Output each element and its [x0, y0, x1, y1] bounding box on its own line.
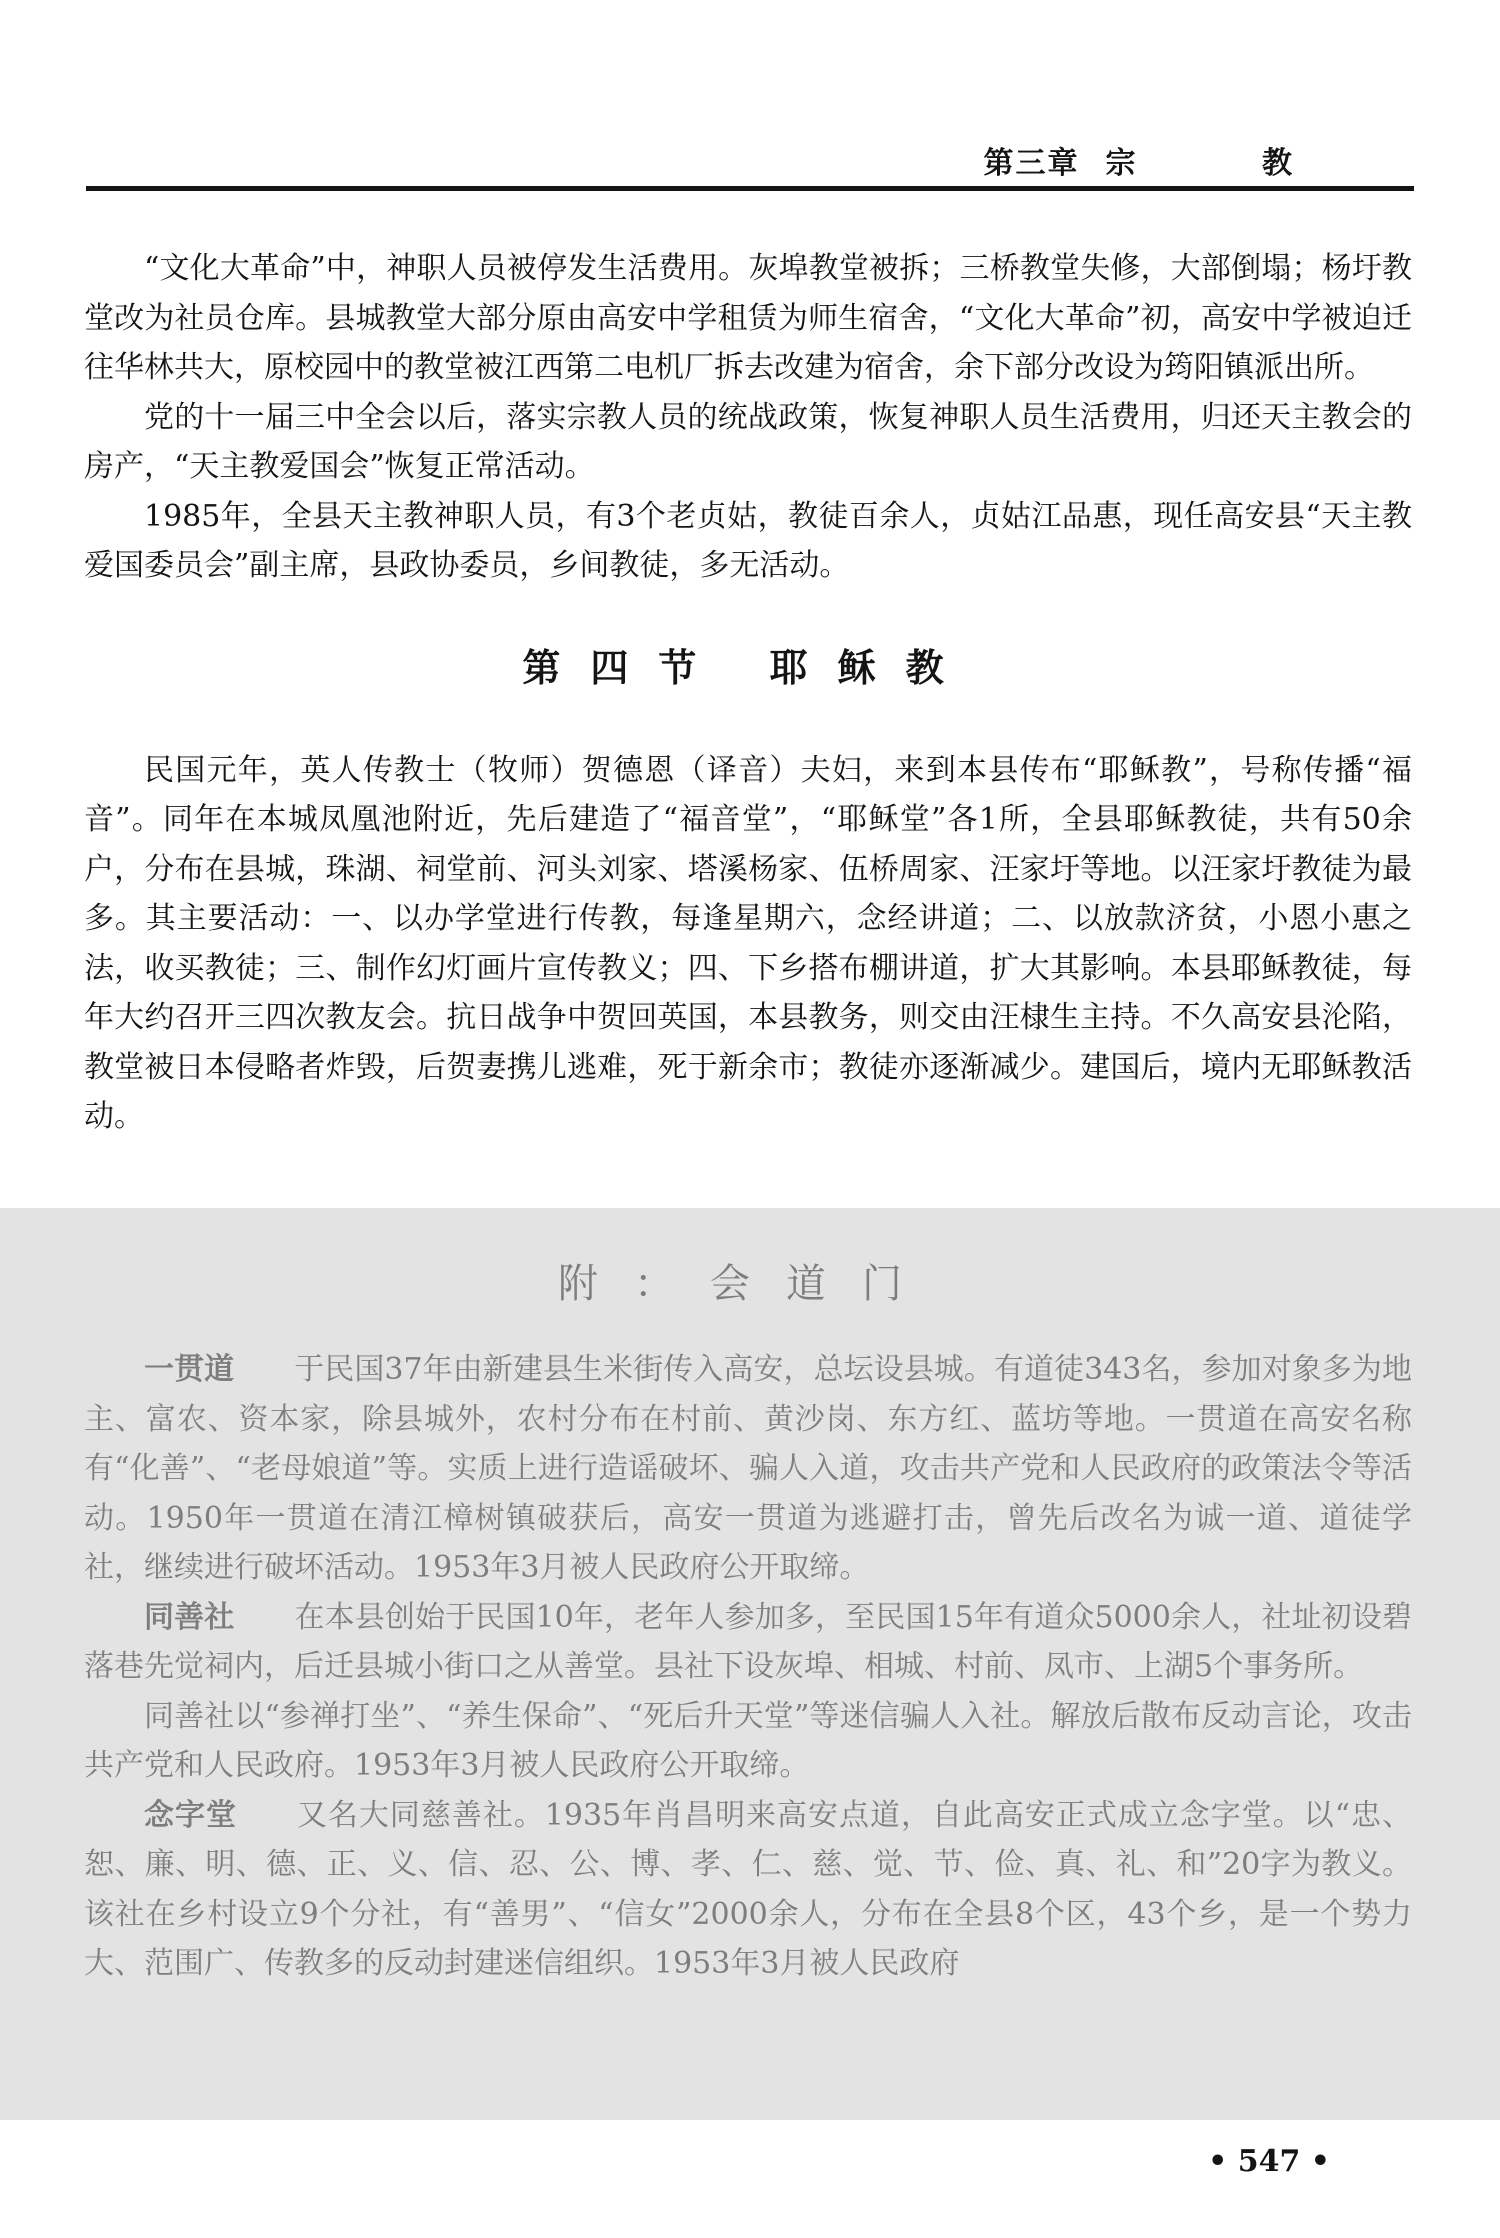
- appendix-panel: [0, 1208, 1500, 2120]
- appendix-title: 附：会道门: [558, 1261, 938, 1307]
- entry-tongshanshe-cont: 同善社以“参禅打坐”、“养生保命”、“死后升天堂”等迷信骗人入社。解放后散布反动言论，攻击共产党和人民政府。1953年3月被人民政府公开取缔。: [84, 1698, 1412, 1783]
- entry-term: 同善社: [144, 1599, 235, 1635]
- paragraph-1985: 1985年，全县天主教神职人员，有3个老贞姑，教徒百余人，贞姑江品惠，现任高安县“天主教爱国委员会”副主席，县政协委员，乡间教徒，多无活动。: [84, 498, 1412, 583]
- entry-yiguandao: [84, 1345, 1412, 1593]
- header-rule: [86, 186, 1414, 191]
- entry-text: 于民国37年由新建县生米街传入高安，总坛设县城。有道徒343名，参加对象多为地主、富农、资本家，除县城外，农村分布在村前、黄沙岗、东方红、蓝坊等地。一贯道在高安名称有“化善”、“老母娘道”等。实质上进行造谣破坏、骗人入道，攻击共产党和人民政府的政策法令等活动。1950年一贯道在清江樟树镇破获后，高安一贯道为逃避打击，曾先后改名为诚一道、道徒学社，继续进行破坏活动。1953年3月被人民政府公开取缔。: [84, 1352, 1412, 1585]
- section-title: 第四节 耶稣教: [522, 644, 974, 690]
- chapter-label: 第三章: [983, 146, 1080, 181]
- entry-term: 一贯道: [144, 1352, 235, 1387]
- entry-term: 念字堂: [144, 1797, 237, 1833]
- chapter-title: 宗 教: [1105, 146, 1350, 181]
- paragraph-protestantism: 民国元年，英人传教士（牧师）贺德恩（译音）夫妇，来到本县传布“耶稣教”，号称传播“福音”。同年在本城凤凰池附近，先后建造了“福音堂”，“耶稣堂”各1所，全县耶稣教徒，共有50余户，分布在县城，珠湖、祠堂前、河头刘家、塔溪杨家、伍桥周家、汪家圩等地。以汪家圩教徒为最多。其主要活动：一、以办学堂进行传教，每逢星期六，念经讲道；二、以放款济贫，小恩小惠之法，收买教徒；三、制作幻灯画片宣传教义；四、下乡搭布棚讲道，扩大其影响。本县耶稣教徒，每年大约召开三四次教友会。抗日战争中贺回英国，本县教务，则交由汪棣生主持。不久高安县沦陷，教堂被日本侵略者炸毁，后贺妻携儿逃难，死于新余市；教徒亦逐渐减少。建国后，境内无耶稣教活动。: [84, 752, 1412, 1134]
- page-number: • 547 •: [1208, 2144, 1330, 2179]
- entry-nianzitang: [84, 1791, 1412, 1989]
- paragraph-third-plenum: 党的十一届三中全会以后，落实宗教人员的统战政策，恢复神职人员生活费用，归还天主教会的房产，“天主教爱国会”恢复正常活动。: [84, 399, 1412, 484]
- running-header: [984, 138, 1350, 182]
- appendix-content: [84, 1252, 1412, 1989]
- main-text: [84, 244, 1412, 1142]
- paragraph-cultural-revolution: “文化大革命”中，神职人员被停发生活费用。灰埠教堂被拆；三桥教堂失修，大部倒塌；杨圩教堂改为社员仓库。县城教堂大部分原由高安中学租赁为师生宿舍，“文化大革命”初，高安中学被迫迁往华林共大，原校园中的教堂被江西第二电机厂拆去改建为宿舍，余下部分改设为筠阳镇派出所。: [84, 251, 1412, 385]
- entry-tongshanshe: [84, 1593, 1412, 1692]
- entry-text: 在本县创始于民国10年，老年人参加多，至民国15年有道众5000余人，社址初设碧落巷先觉祠内，后迁县城小街口之从善堂。县社下设灰埠、相城、村前、凤市、上湖5个事务所。: [84, 1599, 1412, 1684]
- entry-text: 又名大同慈善社。1935年肖昌明来高安点道，自此高安正式成立念字堂。以“忠、恕、廉、明、德、正、义、信、忍、公、博、孝、仁、慈、觉、节、俭、真、礼、和”20字为教义。该社在乡村设立9个分社，有“善男”、“信女”2000余人，分布在全县8个区，43个乡，是一个势力大、范围广、传教多的反动封建迷信组织。1953年3月被人民政府: [84, 1797, 1413, 1981]
